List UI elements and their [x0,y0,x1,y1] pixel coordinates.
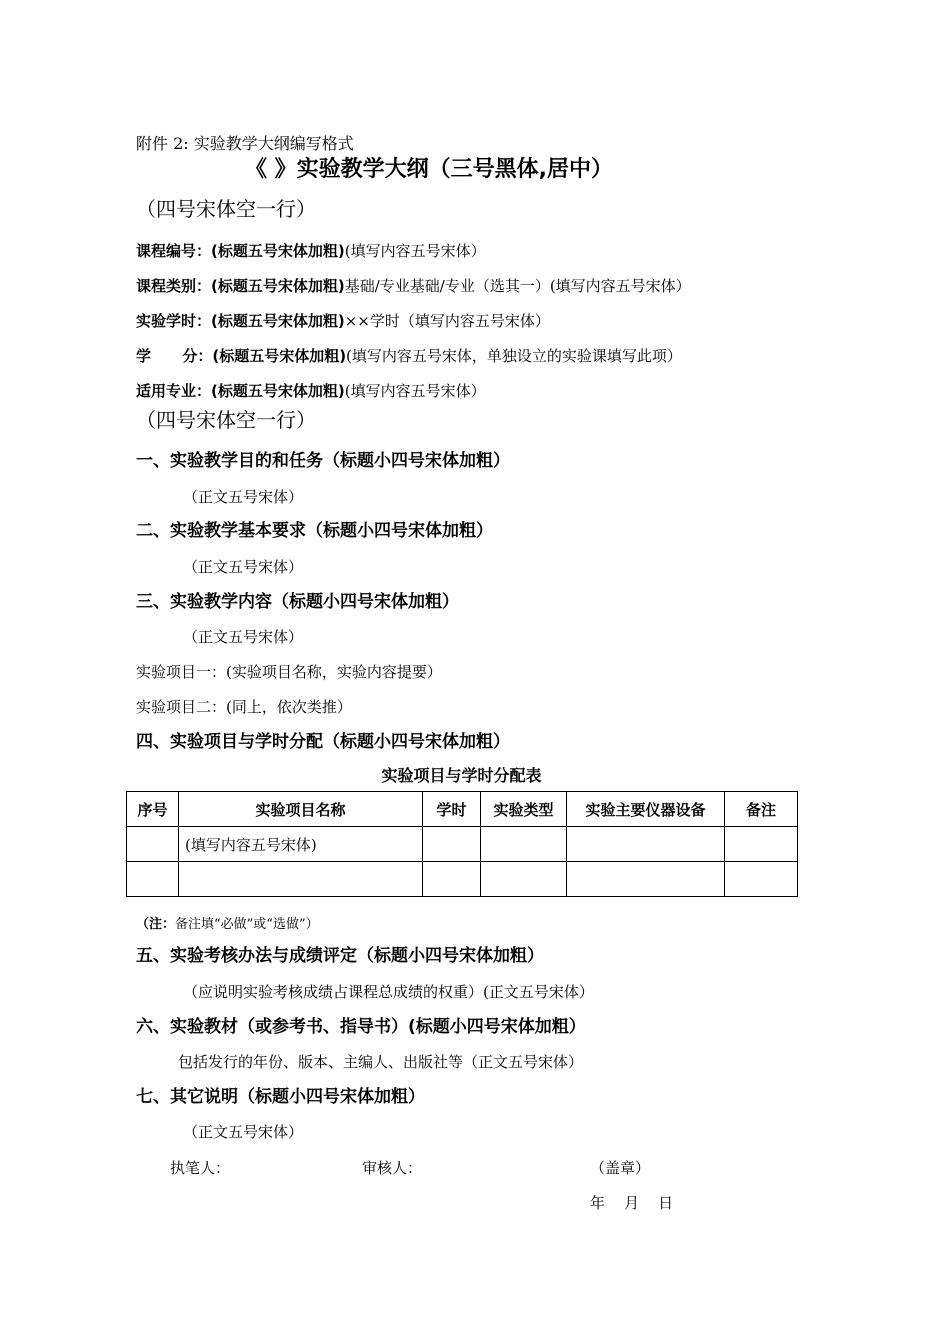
table-caption: 实验项目与学时分配表 [381,766,542,785]
table-header-row [127,792,798,827]
note-prefix: （注： [136,917,176,932]
field-label: 学 分：(标题五号宋体加粗) [136,347,347,365]
column-header: 实验项目名称 [179,792,423,827]
section-5-heading: 五、实验考核办法与成绩评定（标题小四号宋体加粗） [136,946,544,966]
table-cell: (填写内容五号宋体) [179,827,423,862]
field-label: 课程类别：(标题五号宋体加粗) [136,277,345,295]
column-header: 实验类型 [481,792,567,827]
lab-item-2: 实验项目二：(同上，依次类推） [136,698,352,716]
field-value: ××学时（填写内容五号宋体） [344,312,550,330]
lab-item-1: 实验项目一：(实验项目名称，实验内容提要） [136,663,442,681]
field-label: 实验学时：(标题五号宋体加粗) [136,312,345,330]
field-label: 适用专业：(标题五号宋体加粗) [136,382,345,400]
field-lab-hours [136,310,550,331]
section-3-heading: 三、实验教学内容（标题小四号宋体加粗） [136,592,459,612]
table-cell [127,827,179,862]
field-value: (填写内容五号宋体，单独设立的实验课填写此项） [346,347,682,365]
section-1-body: （正文五号宋体） [183,488,304,506]
table-cell [481,827,567,862]
table-cell [725,827,798,862]
field-value: (填写内容五号宋体） [344,242,486,260]
column-header: 序号 [127,792,179,827]
field-value: 基础/专业基础/专业（选其一）(填写内容五号宋体） [344,277,691,295]
section-5-body: （应说明实验考核成绩占课程总成绩的权重）(正文五号宋体） [183,983,594,1001]
column-header: 实验主要仪器设备 [567,792,725,827]
field-label: 课程编号：(标题五号宋体加粗) [136,242,345,260]
signature-reviewer: 审核人： [362,1159,423,1177]
table-cell [567,827,725,862]
section-4-heading: 四、实验项目与学时分配（标题小四号宋体加粗） [136,732,510,752]
section-1-heading: 一、实验教学目的和任务（标题小四号宋体加粗） [136,451,510,471]
field-value: (填写内容五号宋体） [344,382,486,400]
section-6-body: 包括发行的年份、版本、主编人、出版社等（正文五号宋体） [178,1053,584,1071]
field-credits [136,345,682,366]
table-cell [725,862,798,897]
column-header: 学时 [423,792,481,827]
section-7-heading: 七、其它说明（标题小四号宋体加粗） [136,1087,425,1107]
note-text: 备注填“必做”或“选做”） [175,917,319,932]
blank-line-note-1: （四号宋体空一行） [136,197,316,221]
section-7-body: （正文五号宋体） [183,1123,304,1141]
table-row [127,827,798,862]
blank-line-note-2: （四号宋体空一行） [136,408,316,432]
table-cell [567,862,725,897]
section-2-heading: 二、实验教学基本要求（标题小四号宋体加粗） [136,521,493,541]
attachment-line: 附件 2: 实验教学大纲编写格式 [136,134,354,153]
field-course-category [136,275,691,296]
field-course-number [136,240,486,261]
signature-date: 年 月 日 [590,1194,674,1212]
table-cell [423,862,481,897]
allocation-table [126,791,798,897]
column-header: 备注 [725,792,798,827]
section-3-body: （正文五号宋体） [183,628,304,646]
table-cell [179,862,423,897]
section-2-body: （正文五号宋体） [183,558,304,576]
table-cell [423,827,481,862]
table-note [136,913,319,932]
signature-writer: 执笔人： [170,1159,231,1177]
signature-seal: （盖章） [590,1159,651,1177]
table-cell [481,862,567,897]
table-cell [127,862,179,897]
table-row [127,862,798,897]
section-6-heading: 六、实验教材（或参考书、指导书）(标题小四号宋体加粗） [136,1017,586,1037]
field-applicable-major [136,380,486,401]
page-title: 《 》实验教学大纲（三号黑体,居中） [245,157,614,182]
